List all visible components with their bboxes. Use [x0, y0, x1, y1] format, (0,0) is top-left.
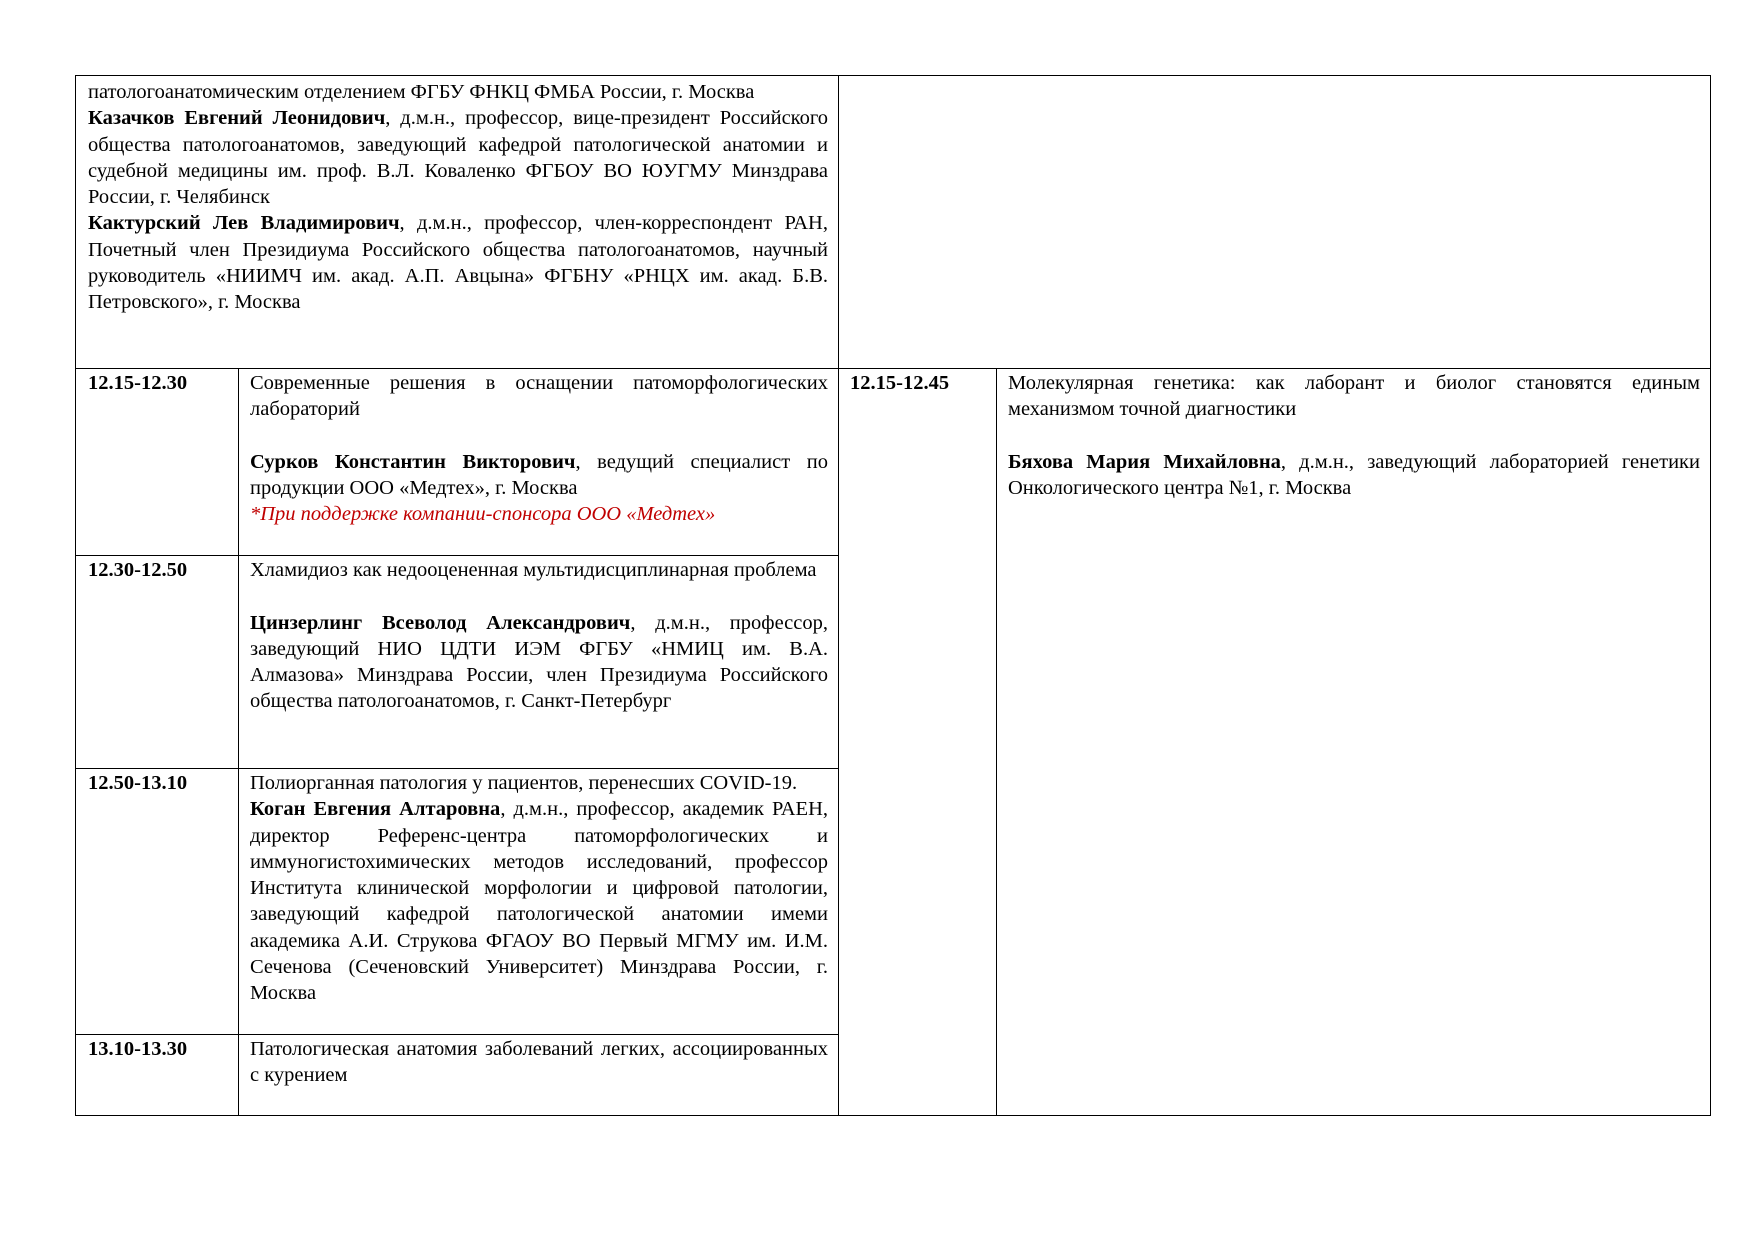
session-3-title: Полиорганная патология у пациентов, перенесших COVID-19. [250, 772, 798, 794]
top-person-1-name: Казачков Евгений Леонидович [88, 107, 386, 130]
right-time-cell [838, 368, 997, 1116]
session-1-speaker [250, 449, 828, 502]
session-2-title: Хламидиоз как недооцененная мультидисциплинарная проблема [250, 559, 817, 581]
session-2-speaker-name: Цинзерлинг Всеволод Александрович [250, 611, 631, 634]
left-time-cell-2 [75, 555, 239, 769]
right-session-speaker-name: Бяхова Мария Михайловна [1008, 450, 1281, 473]
session-3-time: 12.50-13.10 [88, 772, 188, 794]
session-1-title: Современные решения в оснащении патоморфологических лабораторий [250, 372, 828, 421]
session-3-speaker-name: Коган Евгения Алтаровна [250, 798, 501, 821]
top-block-text [88, 79, 828, 316]
right-session-speaker-details: , д.м.н., заведующий лабораторией генетики Онкологического центра №1, г. Москва [1008, 450, 1700, 500]
session-2-speaker-details: , д.м.н., профессор, заведующий НИО ЦДТИ ИЭМ ФГБУ «НМИЦ им. В.А. Алмазова» Минздрава России, член Президиума Российского общества патологоанатомов, г. Санкт-Петербург [250, 611, 828, 713]
session-1-speaker-details: , ведущий специалист по продукции ООО «Медтех», г. Москва [250, 450, 828, 500]
right-session-time: 12.15-12.45 [850, 372, 950, 394]
session-4-content [250, 1036, 828, 1089]
top-person-1-details: , д.м.н., профессор, вице-президент Российского общества патологоанатомов, заведующий кафедрой патологической анатомии и судебной медицины им. проф. В.Л. Коваленко ФГБОУ ВО ЮУГМУ Минздрава России, г. Челябинск [88, 107, 828, 209]
session-1-speaker-name: Сурков Константин Викторович [250, 450, 576, 473]
left-time-cell-3 [75, 768, 239, 1035]
session-3-content [250, 770, 828, 1007]
session-1-time: 12.15-12.30 [88, 372, 188, 394]
right-session-speaker [1008, 449, 1700, 502]
session-4-title: Патологическая анатомия заболеваний легких, ассоциированных с курением [250, 1038, 828, 1087]
session-1-sponsor-note: *При поддержке компании-спонсора ООО «Медтех» [250, 503, 716, 526]
top-person-2-details: , д.м.н., профессор, член-корреспондент РАН, Почетный член Президиума Российского общества патологоанатомов, научный руководитель «НИИМЧ им. акад. А.П. Авцына» ФГБНУ «РНЦХ им. акад. Б.В. Петровского», г. Москва [88, 212, 828, 314]
top-intro-line: патологоанатомическим отделением ФГБУ ФНКЦ ФМБА России, г. Москва [88, 81, 755, 103]
session-4-time: 13.10-13.30 [88, 1038, 188, 1060]
right-session-content [1008, 370, 1700, 501]
session-3-speaker-details: , д.м.н., профессор, академик РАЕН, директор Референс-центра патоморфологических и иммуногистохимических методов исследований, профессор Института клинической морфологии и цифровой патологии, заведующий кафедрой патологической анатомии имеми академика А.И. Струкова ФГАОУ ВО Первый МГМУ им. И.М. Сеченова (Сеченовский Университет) Минздрава России, г. Москва [250, 798, 828, 1005]
session-3-speaker [250, 796, 828, 1006]
top-person-1 [88, 105, 828, 210]
session-2-time: 12.30-12.50 [88, 559, 188, 581]
session-1-content [250, 370, 828, 528]
right-session-title: Молекулярная генетика: как лаборант и биолог становятся единым механизмом точной диагностики [1008, 372, 1700, 421]
top-person-2-name: Кактурский Лев Владимирович [88, 212, 400, 235]
session-2-content [250, 557, 828, 715]
top-right-cell [838, 75, 1711, 369]
top-person-2 [88, 210, 828, 315]
session-2-speaker [250, 610, 828, 715]
